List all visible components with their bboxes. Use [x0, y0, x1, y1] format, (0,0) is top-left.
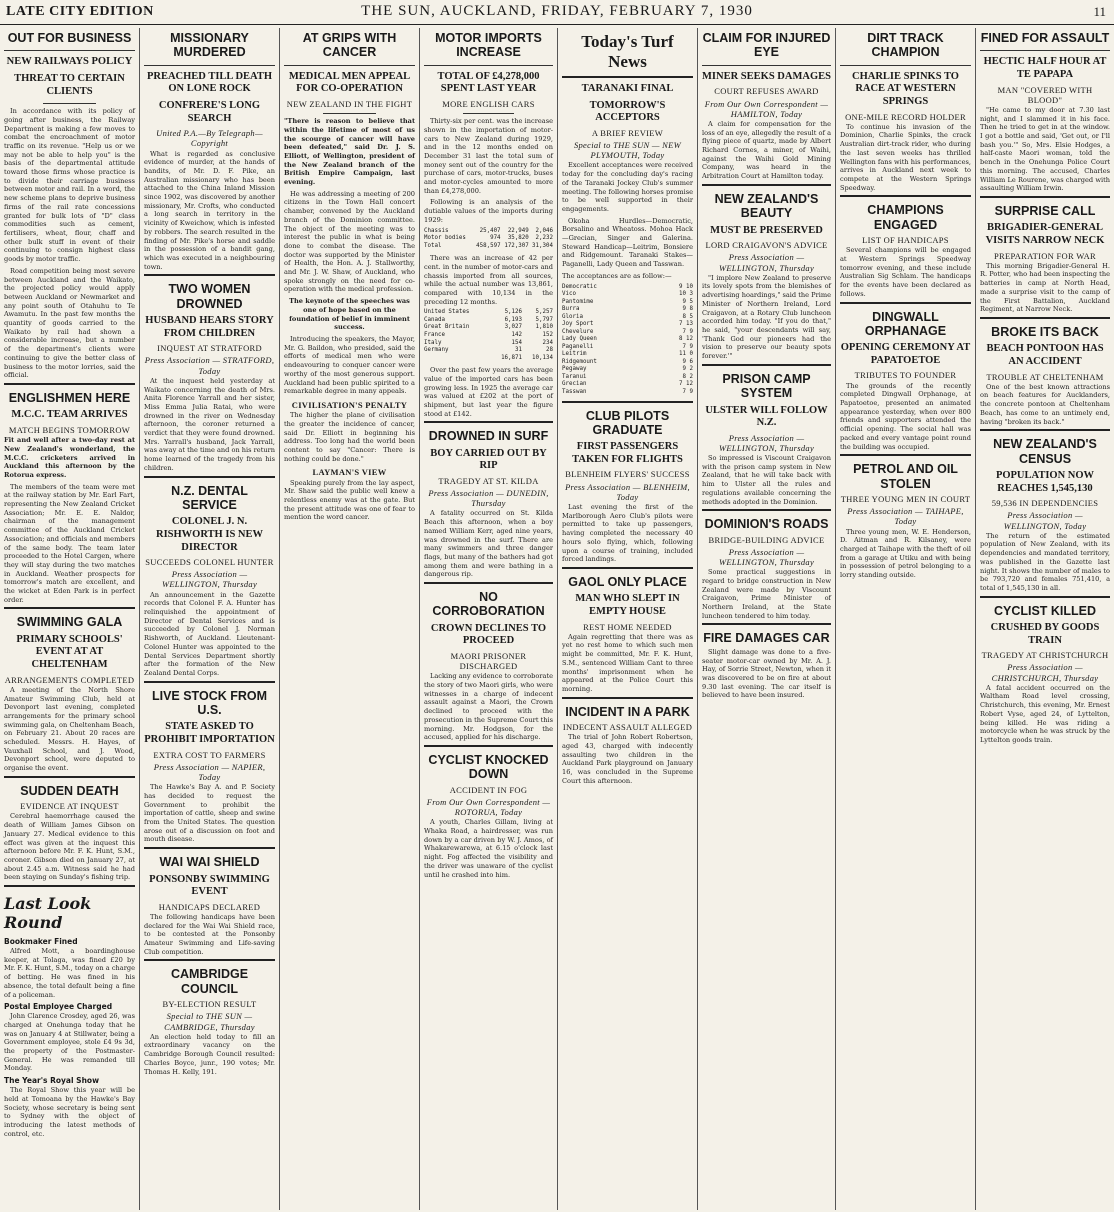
table-cell: Total — [424, 242, 442, 249]
subheadline: THREAT TO CERTAIN CLIENTS — [14, 72, 125, 97]
column-8 — [976, 28, 1114, 1210]
dateline: Press Association — WELLINGTON, Thursday — [718, 546, 815, 568]
table-cell: 5,126 — [504, 309, 523, 316]
column-5 — [558, 28, 698, 1210]
article-lead: Fit and well after a two-day rest at New Zealand's wonderland, the M.C.C. cricketers arrived in Auckland this afternoon by the Rotorua express. — [4, 436, 135, 479]
subheadline: TARANAKI FINAL — [581, 83, 674, 95]
table-cell: 7 12 — [679, 381, 693, 388]
headline: WAI WAI SHIELD — [159, 855, 260, 870]
article-body: What is regarded as conclusive evidence of murder, at the hands of bandits, of Mr. D. F. Pike, an Australian missionary who has been attached to the China Inland Mission since 1902, was discovered by another missionary, Mr. Crofts, who conducted a long search in territory in the vicinity of Kweichow, which is infested by robbers. The search resulted in the finding of Mr. Pike's horse and saddle in the possession of a bandit gang, which was executed in a neighbouring town. — [144, 149, 275, 271]
table-cell: 7 9 — [682, 389, 693, 396]
subheadline: INDECENT ASSAULT ALLEGED — [562, 722, 693, 733]
table-row — [424, 228, 553, 236]
table-row — [424, 324, 553, 332]
article-body: Several champions will be engaged at Western Springs Speedway tomorrow evening, and these include Australian Sig Schlam. The handicaps for the events have been declared as follows. — [840, 246, 971, 298]
table-cell: 234 — [542, 339, 553, 346]
article-body: The members of the team were met at the railway station by Mr. Earl Fart, representing the New Zealand Cricket Association; Mr. E. E. Naldor, chairman of the management committee of the Auckland Cricket Association; and officials and members of the same body. The team later proceeded to the Hotel Cargen, where they will stay during the two matches in Auckland. Weather prospects for tomorrow's match are excellent, and the wicket at Eden Park is in perfect order. — [4, 482, 135, 604]
table-cell: Vico — [562, 291, 576, 298]
column-4 — [420, 28, 558, 1210]
item-heading: Postal Employee Charged — [4, 1002, 113, 1012]
headline: BROKE ITS BACK — [991, 324, 1099, 339]
headline: GAOL ONLY PLACE — [568, 574, 687, 589]
table-row — [562, 329, 693, 337]
table-row — [424, 347, 553, 355]
article-body: The higher the plane of civilisation the greater the incidence of cancer, said Dr. Elliott in beginning his address. Too long had the world been content to say "Cancer: There is nothing could be done." — [284, 411, 415, 463]
article-body: An announcement in the Gazette records that Colonel F. A. Hunter has relinquished the appointment of Director of Dental Services and is succeeded by Colonel J. Norman Rishworth, of Auckland. Lieutenant-Colonel Hunter was appointed to the Dental Services Department shortly after the formation of the New Zealand Dental Corps. — [144, 590, 275, 677]
table-row — [424, 317, 553, 325]
table-cell: Germany — [424, 347, 449, 354]
table-cell: 10,134 — [532, 354, 553, 361]
article-body: Introducing the speakers, the Mayor, Mr. G. Baildon, who presided, said the efforts of medical men who were endeavouring to conquer cancer were worthy of the most generous support. Auckland had been public spirited to a remarkable degree in many appeals. — [284, 335, 415, 396]
table-cell: 8 2 — [682, 373, 693, 380]
table-cell: Taranui — [562, 373, 587, 380]
headline: LIVE STOCK FROM U.S. — [151, 688, 268, 718]
article-body: Okoha Hurdles—Democratic, Borsalino and Wheatoss. Mohoa Hack—Grecian, Singer and Galerina. Steward Handicap—Leitrim, Bonsiere and Ridgemount. Taranaki Stakes—Paganelli, Lady Queen and Tasswan. — [562, 216, 693, 269]
table-cell: 8 12 — [679, 336, 693, 343]
subheadline: MINER SEEKS DAMAGES — [702, 70, 831, 82]
table-cell: Italy — [424, 339, 442, 346]
item-heading: Bookmaker Fined — [4, 937, 78, 947]
subheadline: REST HOME NEEDED — [583, 621, 672, 632]
table-cell: 5,257 — [535, 309, 553, 316]
subheadline: PRIMARY SCHOOLS' EVENT AT AT CHELTENHAM — [16, 633, 123, 671]
headline: INCIDENT IN A PARK — [565, 704, 690, 719]
dateline: Special to THE SUN — CAMBRIDGE, Thursday — [164, 1011, 255, 1032]
table-row — [562, 314, 693, 322]
table-cell: 3,027 — [504, 324, 523, 331]
headline: NEW ZEALAND'S BEAUTY — [714, 191, 819, 221]
headline: CYCLIST KNOCKED DOWN — [428, 753, 549, 782]
table-cell: 172,307 — [504, 242, 529, 249]
table-row — [562, 374, 693, 382]
table-cell: Gloria — [562, 313, 583, 320]
subheadline: TOMORROW'S ACCEPTORS — [589, 99, 666, 124]
subheadline: HUSBAND HEARS STORY FROM CHILDREN — [145, 315, 274, 339]
subheadline: M.C.C. TEAM ARRIVES — [11, 409, 128, 421]
subheadline: NEW RAILWAYS POLICY — [6, 56, 133, 68]
subheadline: HECTIC HALF HOUR AT TE PAPAPA — [983, 56, 1107, 80]
table-cell: Ridgemount — [562, 358, 597, 365]
subheadline: BRIDGE-BUILDING ADVICE — [708, 534, 825, 545]
headline: TWO WOMEN DROWNED — [168, 282, 251, 311]
subheadline: EVIDENCE AT INQUEST — [20, 801, 119, 812]
article-body: So impressed is Viscount Craigavon with the prison camp system in New Zealand, that he will take back with him to Ulster all the rules and regulations available concerning the methods adopted in the Dominion. — [702, 454, 831, 506]
section-heading: Last Look Round — [4, 894, 92, 933]
table-cell: Burra — [562, 306, 580, 313]
table-row — [424, 355, 553, 363]
subheadline: ULSTER WILL FOLLOW N.Z. — [705, 404, 828, 429]
article-body: Speaking purely from the lay aspect, Mr. Shaw said the public well knew a relentless enemy was at the gate. But the present attitude was one of fear to mention the word cancer. — [284, 478, 415, 522]
article-lead: "There is reason to believe that within the lifetime of most of us the scourge of cancer will have been defeated," said Dr. J. S. Elliott, of Wellington, president of the New Zealand branch of the British Empire Campaign, last evening. — [284, 117, 415, 187]
article-body: Lacking any evidence to corroborate the story of two Maori girls, who were witnesses in a charge of indecent assault against a Maori, the Crown declined to proceed with the prosecution in the Supreme Court this morning. Mr. Hodgson, for the accused, applied for his discharge. — [424, 672, 553, 742]
subheadline: CRUSHED BY GOODS TRAIN — [990, 622, 1100, 646]
headline: CHAMPIONS ENGAGED — [867, 203, 944, 232]
table-cell: Pegaway — [562, 366, 587, 373]
subheadline: INQUEST AT STRATFORD — [157, 343, 262, 354]
subheadline: THREE YOUNG MEN IN COURT — [840, 494, 971, 504]
subheadline: TOTAL OF £4,278,000 SPENT LAST YEAR — [437, 70, 540, 95]
dateline: From Our Own Correspondent — HAMILTON, Today — [704, 98, 829, 119]
subheadline: COURT REFUSES AWARD — [714, 86, 819, 97]
article-body: This morning Brigadier-General H. R. Potter, who had been inspecting the batteries in camp at North Head, made a surprise visit to the camp of the First Battalion, Auckland Regiment, at Narrow Neck. — [980, 261, 1110, 314]
table-cell: 9 10 — [679, 283, 693, 290]
section-subhead: CIVILISATION'S PENALTY — [291, 399, 408, 410]
article-body: A claim for compensation for the loss of an eye, allegedly the result of a flying piece of quartz, made by Albert Richard Cornes, a miner, of Waihi, against the Waihi Gold Mining Company, was heard in the Arbitration Court at Hamilton today. — [702, 119, 831, 181]
subheadline: BRIGADIER-GENERAL VISITS NARROW NECK — [985, 222, 1105, 246]
masthead — [0, 0, 1114, 25]
article-body: The Hawke's Bay A. and P. Society has decided to request the Government to prohibit the importation of cattle, sheep and swine from the United States. The question arose out of a discussion on foot and mouth disease. — [144, 783, 275, 844]
table-cell: 6,193 — [504, 316, 523, 323]
dateline: From Our Own Correspondent — ROTORUA, Today — [426, 796, 551, 818]
subheadline: ONE-MILE RECORD HOLDER — [845, 111, 966, 122]
table-cell: 7 9 — [682, 328, 693, 335]
headline: NEW ZEALAND'S CENSUS — [993, 437, 1097, 466]
table-cell: 31 — [515, 347, 523, 354]
dateline: United P.A.—By Telegraph—Copyright — [156, 128, 263, 149]
subheadline: LIST OF HANDICAPS — [862, 235, 949, 246]
subheadline: 59,536 IN DEPENDENCIES — [991, 498, 1099, 509]
headline: PETROL AND OIL STOLEN — [853, 462, 958, 491]
table-cell: Chassis — [424, 227, 449, 234]
table-cell: 2,046 — [535, 227, 553, 234]
subheadline: CROWN DECLINES TO PROCEED — [430, 622, 547, 647]
article-body: Cerebral haemorrhage caused the death of William James Gibson on January 27. Medical evidence to this effect was given at the inquest this afternoon before Mr. F. K. Hunt, S.M., coroner. Gibson died on January 27, at about 2.45 a.m. Witness said he had been staying on Sunday's fishing trip. — [4, 812, 135, 882]
table-cell: Paganelli — [562, 343, 594, 350]
table-cell — [424, 355, 491, 363]
article-body: In accordance with its policy of going after business, the Railway Department is making a few moves to combat the encroachment of motor traffic on its revenue. "Help us or we may not be able to help you" is the basis of the departmental attitude toward those firms whose practice is to divide their carriage business between motor and rail. In a word, the new scheme plans to deprive business firms of the rail rate concessions granted for bulk lots of "D" class commodities such as cement, fertilisers, wheat, flour, chaff and other bulk stuff in event of their continuing to consign highest class goods by motor traffic. — [4, 107, 135, 264]
subheadline: MAN WHO SLEPT IN EMPTY HOUSE — [575, 593, 680, 617]
dateline: THE SUN, AUCKLAND, FRIDAY, FEBRUARY 7, 1930 — [361, 3, 753, 19]
table-cell: 22,949 — [507, 227, 529, 234]
article-body: A fatality occurred on St. Kilda Beach this afternoon, when a boy named William Kerr, aged nine years, was drowned in the surf. There are many swimmers and three danger flags, but many of the bathers had got among them and were bathing in a dangerous rip. — [424, 509, 553, 579]
table-cell: France — [424, 331, 445, 338]
subheadline: LORD CRAIGAVON'S ADVICE — [705, 240, 828, 251]
table-cell: 28 — [546, 347, 553, 354]
article-body: The trial of John Robert Robertson, aged 43, charged with indecently assaulting two children in the Auckland Park playground on January 16, was concluded in the Supreme Court this afternoon. — [562, 733, 693, 785]
columns — [0, 28, 1114, 1210]
subheadline: STATE ASKED TO PROHIBIT IMPORTATION — [144, 721, 275, 746]
table-row — [562, 336, 693, 344]
table-cell: Great Britain — [424, 324, 470, 331]
subheadline: TRIBUTES TO FOUNDER — [854, 370, 957, 381]
table-cell: 9 2 — [682, 366, 693, 373]
table-row — [562, 359, 693, 367]
subheadline: SUCCEEDS COLONEL HUNTER — [145, 557, 274, 568]
edition-label: LATE CITY EDITION — [6, 4, 154, 19]
dateline: Press Association — STRATFORD, Today — [144, 355, 275, 376]
cars-by-country-table — [424, 309, 553, 362]
table-cell: 31,304 — [532, 242, 553, 249]
table-cell: 2,232 — [535, 235, 553, 242]
subheadline: ARRANGEMENTS COMPLETED — [4, 674, 135, 685]
headline: CLUB PILOTS GRADUATE — [585, 408, 670, 437]
table-row — [424, 340, 553, 348]
headline: DOMINION'S ROADS — [704, 517, 829, 532]
article-body: Thirty-six per cent. was the increase shown in the importation of motor-cars to New Zealand during 1929, and in the 12 months ended on December 31 last the total sum of money sent out of the country for the purchase of cars, motor-trucks, buses and motor-cycles amounted to more than £4,278,000. — [424, 117, 553, 195]
table-cell: Leitrim — [562, 351, 587, 358]
article-body: Over the past few years the average value of the imported cars has been growing less. In 1925 the average car was valued at £202 at the port of shipment, but last year the figure stood at £142. — [424, 366, 553, 418]
article-body: Slight damage was done to a five-seater motor-car owned by Mr. A. J. Hay, of Sorrie Street, Newton, when it was discovered to be on fire at about 9.30 last evening. The car itself is believed to have been insured. — [702, 647, 831, 700]
table-cell: Tasswan — [562, 389, 587, 396]
headline: SWIMMING GALA — [16, 615, 123, 630]
table-row — [562, 299, 693, 307]
table-row — [562, 366, 693, 374]
article-body: To continue his invasion of the Dominion, Charlie Spinks, the crack Australian dirt-track rider, who during the last seven weeks has thrilled Wellington fans with his performances, arrives in Auckland next week to compete at the Western Springs Speedway. — [840, 122, 971, 192]
column-7 — [836, 28, 976, 1210]
table-cell: 16,871 — [501, 354, 523, 361]
headline: DIRT TRACK CHAMPION — [867, 31, 944, 60]
table-cell: 1,810 — [535, 324, 553, 331]
table-cell: 974 — [490, 235, 501, 242]
subheadline: CONFRERE'S LONG SEARCH — [158, 99, 261, 124]
subheadline: BOY CARRIED OUT BY RIP — [430, 447, 547, 472]
table-cell: United States — [424, 309, 470, 316]
headline: MISSIONARY MURDERED — [170, 31, 249, 60]
table-cell: 458,597 — [476, 242, 501, 249]
headline: AT GRIPS WITH CANCER — [302, 31, 397, 60]
table-cell: 11 0 — [679, 351, 693, 358]
table-cell: Chevelure — [562, 328, 594, 335]
table-row — [562, 284, 693, 292]
acceptances-table — [562, 284, 693, 397]
article-body: Last evening the first of the Marlborough Aero Club's pilots were permitted to take up passengers, having completed the necessary 40 hours solo flying, which, following upon a course of training, included forced landings. — [562, 503, 693, 564]
item-heading: The Year's Royal Show — [4, 1076, 99, 1086]
table-row — [562, 291, 693, 299]
table-cell: 10 3 — [679, 291, 693, 298]
table-cell: Pantomime — [562, 298, 594, 305]
subheadline: PREPARATION FOR WAR — [993, 250, 1097, 261]
dateline: Special to THE SUN — NEW PLYMOUTH, Today — [573, 140, 682, 161]
subheadline: TRAGEDY AT CHRISTCHURCH — [981, 650, 1109, 661]
dateline: Press Association — CHRISTCHURCH, Thursday — [991, 662, 1099, 683]
article-body: Again regretting that there was as yet no rest home to which such men might be committed, Mr. F. K. Hunt, S.M., sentenced William Cant to three months' imprisonment when he appeared at the Police Court this morning. — [562, 632, 693, 693]
subheadline: MUST BE PRESERVED — [710, 224, 823, 236]
page-number: 11 — [1093, 4, 1106, 19]
article-body: Excellent acceptances were received today for the concluding day's racing of the Taranaki Jockey Club's summer meeting. The following horses promise to be well supported in their engagements. — [562, 161, 693, 213]
subheadline: PREACHED TILL DEATH ON LONE ROCK — [146, 70, 273, 95]
dateline: Press Association — WELLINGTON, Thursday — [161, 569, 258, 590]
dateline: Press Association — DUNEDIN, Thursday — [428, 488, 549, 509]
table-cell: Motor bodies — [424, 235, 466, 242]
table-cell: 152 — [542, 331, 553, 338]
table-row — [424, 332, 553, 340]
subheadline: MATCH BEGINS TOMORROW — [8, 424, 131, 435]
article-body: An election held today to fill an extraordinary vacancy on the Cambridge Borough Council resulted: Charles Boyce, junr., 190 votes; Mr. Thomas H. Kelly, 191. — [144, 1032, 275, 1076]
article-body: At the inquest held yesterday at Waikato concerning the death of Mrs. Anita Florence Yarrall and her sister, Miss Emma Julia Ratai, who were drowned in the river on Wednesday afternoon, the coroner returned a verdict that they were found drowned. Mrs. Yarrall's husband, Jack Yarrall, was away at the time and on his return home learned of the tragedy from his children. — [144, 376, 275, 472]
table-row — [562, 381, 693, 389]
headline: NO CORROBORATION — [432, 590, 545, 619]
table-cell: 5,797 — [535, 316, 553, 323]
subheadline: HANDICAPS DECLARED — [158, 901, 261, 912]
headline: SUDDEN DEATH — [20, 783, 119, 798]
item-body: John Clarence Crosdey, aged 26, was charged at Onehunga today that he was on January 4 at Stillwater, being a Government employee, stole £4 9s 3d, the property of the Postmaster-General. He was remanded till Monday. — [4, 1012, 135, 1073]
item-body: The Royal Show this year will be held at Tomoana by the Hawke's Bay Society, whose secretary is being sent to Sydney with the object of introducing the latest methods of control, etc. — [4, 1086, 135, 1138]
table-cell: 35,820 — [507, 235, 529, 242]
table-cell: 25,407 — [479, 227, 501, 234]
section-subhead: LAYMAN'S VIEW — [312, 467, 387, 478]
table-row — [562, 321, 693, 329]
table-cell: 9 8 — [682, 306, 693, 313]
subheadline: MAN "COVERED WITH BLOOD" — [997, 84, 1093, 105]
column-2 — [140, 28, 280, 1210]
article-body: Following is an analysis of the dutiable values of the imports during 1929: — [424, 198, 553, 224]
dateline: Press Association — TAIHAPE, Today — [847, 506, 964, 527]
headline: N.Z. DENTAL SERVICE — [171, 483, 248, 512]
table-cell: Joy Sport — [562, 321, 594, 328]
article-body: He was addressing a meeting of 200 citizens in the Town Hall concert chamber, convened by the Auckland branch of the Dominion committee. The object of the meeting was to interest the public in what is being done to combat the disease. The doctor was supported by the Minister of Health, the Hon. A. J. Stallworthy, and Mr. J. W. Shaw, of Auckland, who spoke strongly on the need for co-operation with the medical profession. — [284, 189, 415, 294]
subheadline: MEDICAL MEN APPEAL FOR CO-OPERATION — [288, 70, 411, 95]
table-cell: Canada — [424, 316, 445, 323]
dateline: Press Association — NAPIER, Today — [153, 761, 266, 783]
headline: Today's Turf News — [581, 32, 674, 71]
headline: PRISON CAMP SYSTEM — [722, 371, 811, 401]
subheadline: POPULATION NOW REACHES 1,545,130 — [995, 469, 1095, 494]
article-body: "I implore New Zealand to preserve its lovely spots from the blemishes of advertising hoardings," said the Prime Minister of Northern Ireland, Lord Craigavon, at a Rotary Club luncheon accorded him today. "If you do that," he said, "your descendants will say, 'Thank God our pioneers had the vision to preserve our beauty spots forever.'" — [702, 273, 831, 361]
article-body: The grounds of the recently completed Dingwall Orphanage, at Papatoetoe, presented an animated appearance yesterday, when over 800 friends and supporters attended the official opening. The social hall was packed and every vantage point round the building was occupied. — [840, 381, 971, 451]
headline: CAMBRIDGE COUNCIL — [170, 967, 249, 996]
subheadline: BY-ELECTION RESULT — [162, 999, 257, 1010]
subheadline: ACCIDENT IN FOG — [449, 784, 528, 795]
article-body: One of the best known attractions on beach features for Aucklanders, the concrete pontoon at Cheltenham Beach, has come to an untimely end, having "broken its back." — [980, 382, 1110, 426]
subheadline: COLONEL J. N. RISHWORTH IS NEW DIRECTOR — [156, 516, 263, 553]
article-body: "He came to my door at 7.30 last night, and I slammed it in his face. Then he tried to get in at the window. I got a bottle and said, 'Get out, or I'll bash you.'" So, Mrs. Elsie Hodges, a half-caste Maori woman, told the bench in the Onehunga Police Court this morning. The accused, Charles William Le Rourene, was charged with assaulting William Irwin. — [980, 105, 1110, 193]
column-6 — [698, 28, 836, 1210]
table-cell: 8 5 — [682, 313, 693, 320]
table-cell: Lady Queen — [562, 336, 597, 343]
subheadline: BEACH PONTOON HAS AN ACCIDENT — [986, 343, 1104, 367]
subheadline: A BRIEF REVIEW — [591, 127, 664, 138]
table-cell: Democratic — [562, 283, 597, 290]
article-body: The return of the estimated population of New Zealand, with its dependencies and mandated territory, was published in the Gazette last night. It shows the number of males to be 793,720 and females 751,410, a total of 1,545,130 in all. — [980, 531, 1110, 592]
article-keynote: The keynote of the speeches was one of hope based on the foundation of belief in imminent success. — [289, 297, 410, 332]
item-body: Alfred Mott, a boardinghouse keeper, at Tolaga, was fined £20 by Mr. F. K. Hunt, S.M., today on a charge of betting. He was fined in his absence, the total default being a fine of a policeman. — [4, 947, 135, 999]
table-row — [562, 389, 693, 397]
table-row — [424, 309, 553, 317]
subheadline: TRAGEDY AT ST. KILDA — [438, 475, 539, 486]
article-body: Three young men, W. E. Henderson, D. Aitman and R. Kilsaney, were charged at Taihape with the theft of oil from a garage at Utiku and with being in possession of petrol belonging to a lorry standing outside. — [840, 527, 971, 580]
headline: OUT FOR BUSINESS — [7, 31, 132, 45]
dateline: Press Association — WELLINGTON, Thursday — [718, 252, 815, 273]
subheadline: PONSONBY SWIMMING EVENT — [149, 873, 270, 898]
article-body: There was an increase of 42 per cent. in the number of motor-cars and chassis imported from all sources, while the actual number was 13,861, compared with 10,134 in the preceding 12 months. — [424, 254, 553, 306]
subheadline: FIRST PASSENGERS TAKEN FOR FLIGHTS — [572, 441, 683, 465]
subheadline: MORE ENGLISH CARS — [442, 98, 535, 109]
article-body: Some practical suggestions in regard to bridge construction in New Zealand were made by Viscount Craigavon, Prime Minister of Northern Ireland, at the State luncheon tendered to him today. — [702, 568, 831, 620]
column-3 — [280, 28, 420, 1210]
subheadline: CHARLIE SPINKS TO RACE AT WESTERN SPRINGS — [852, 70, 959, 107]
table-row — [424, 243, 553, 251]
subheadline: OPENING CEREMONY AT PAPATOETOE — [840, 342, 971, 366]
table-cell: 9 5 — [682, 298, 693, 305]
subheadline: MAORI PRISONER DISCHARGED — [450, 651, 527, 672]
headline: MOTOR IMPORTS INCREASE — [435, 31, 542, 60]
article-body: Road competition being most severe between Auckland and the Waikato, the projected policy would apply between Auckland or Newmarket and any point south of Otahuhu to Te Awamutu. In the past few months the quantity of goods carried to the Waikato by rail had shown a considerable increase, but a number of the department's clients were continuing to give the better class of business to the motor lorries, said the official. — [4, 266, 135, 380]
column-1 — [0, 28, 140, 1210]
article-body: A meeting of the North Shore Amateur Swimming Club, held at Devonport last evening, completed arrangements for the primary school swimming gala, on Cheltenham Beach, on February 21. About 20 races are scheduled. Messrs. H. Hayes, of Vauxhall School, and J. Wood, Devonport school, were deputed to organise the event. — [4, 685, 135, 773]
headline: CLAIM FOR INJURED EYE — [702, 31, 831, 60]
article-body: The following handicaps have been declared for the Wai Wai Shield race, to be contested at the Ponsonby Amateur Swimming and Life-saving Club competition. — [144, 912, 275, 956]
subheadline: BLENHEIM FLYERS' SUCCESS — [565, 469, 690, 480]
table-cell: 7 13 — [679, 321, 693, 328]
table-row — [562, 344, 693, 352]
headline: CYCLIST KILLED — [993, 603, 1097, 618]
headline: ENGLISHMEN HERE — [8, 390, 131, 405]
headline: DROWNED IN SURF — [428, 429, 549, 444]
table-cell: 9 6 — [682, 358, 693, 365]
imports-table — [424, 228, 553, 251]
table-cell: 142 — [511, 331, 523, 338]
subheadline: EXTRA COST TO FARMERS — [153, 749, 266, 760]
table-row — [562, 306, 693, 314]
table-row — [424, 235, 553, 243]
headline: FIRE DAMAGES CAR — [703, 631, 830, 646]
article-body: A fatal accident occurred on the Waltham Road level crossing, Christchurch, this evening, Mr. Ernest Robert Vyse, aged 24, of Lyttelton, being killed. He was riding a motorcycle when he was struck by the Lyttelton goods train. — [980, 683, 1110, 744]
table-row — [562, 351, 693, 359]
subheadline: NEW ZEALAND IN THE FIGHT — [286, 98, 413, 109]
headline: SURPRISE CALL — [994, 203, 1096, 218]
article-body: The acceptances are as follow:— — [562, 271, 672, 280]
table-cell: Grecian — [562, 381, 587, 388]
table-cell: 7 9 — [682, 343, 693, 350]
subheadline: TROUBLE AT CHELTENHAM — [986, 371, 1104, 382]
headline: DINGWALL ORPHANAGE — [864, 309, 947, 338]
table-cell: 154 — [511, 339, 523, 346]
dateline: Press Association — BLENHEIM, Today — [565, 481, 690, 502]
dateline: Press Association — WELLINGTON, Thursday — [718, 432, 815, 453]
headline: FINED FOR ASSAULT — [980, 31, 1110, 45]
article-body: A youth, Charles Gillam, living at Whaka Road, a hairdresser, was run down by a car driven by W. J. Amos, of Whakarewarewa, at 6.15 o'clock last night. Fog affected the visibility and the driver was unaware of the cyclist until he crashed into him. — [424, 818, 553, 879]
dateline: Press Association — WELLINGTON, Today — [1003, 510, 1087, 531]
